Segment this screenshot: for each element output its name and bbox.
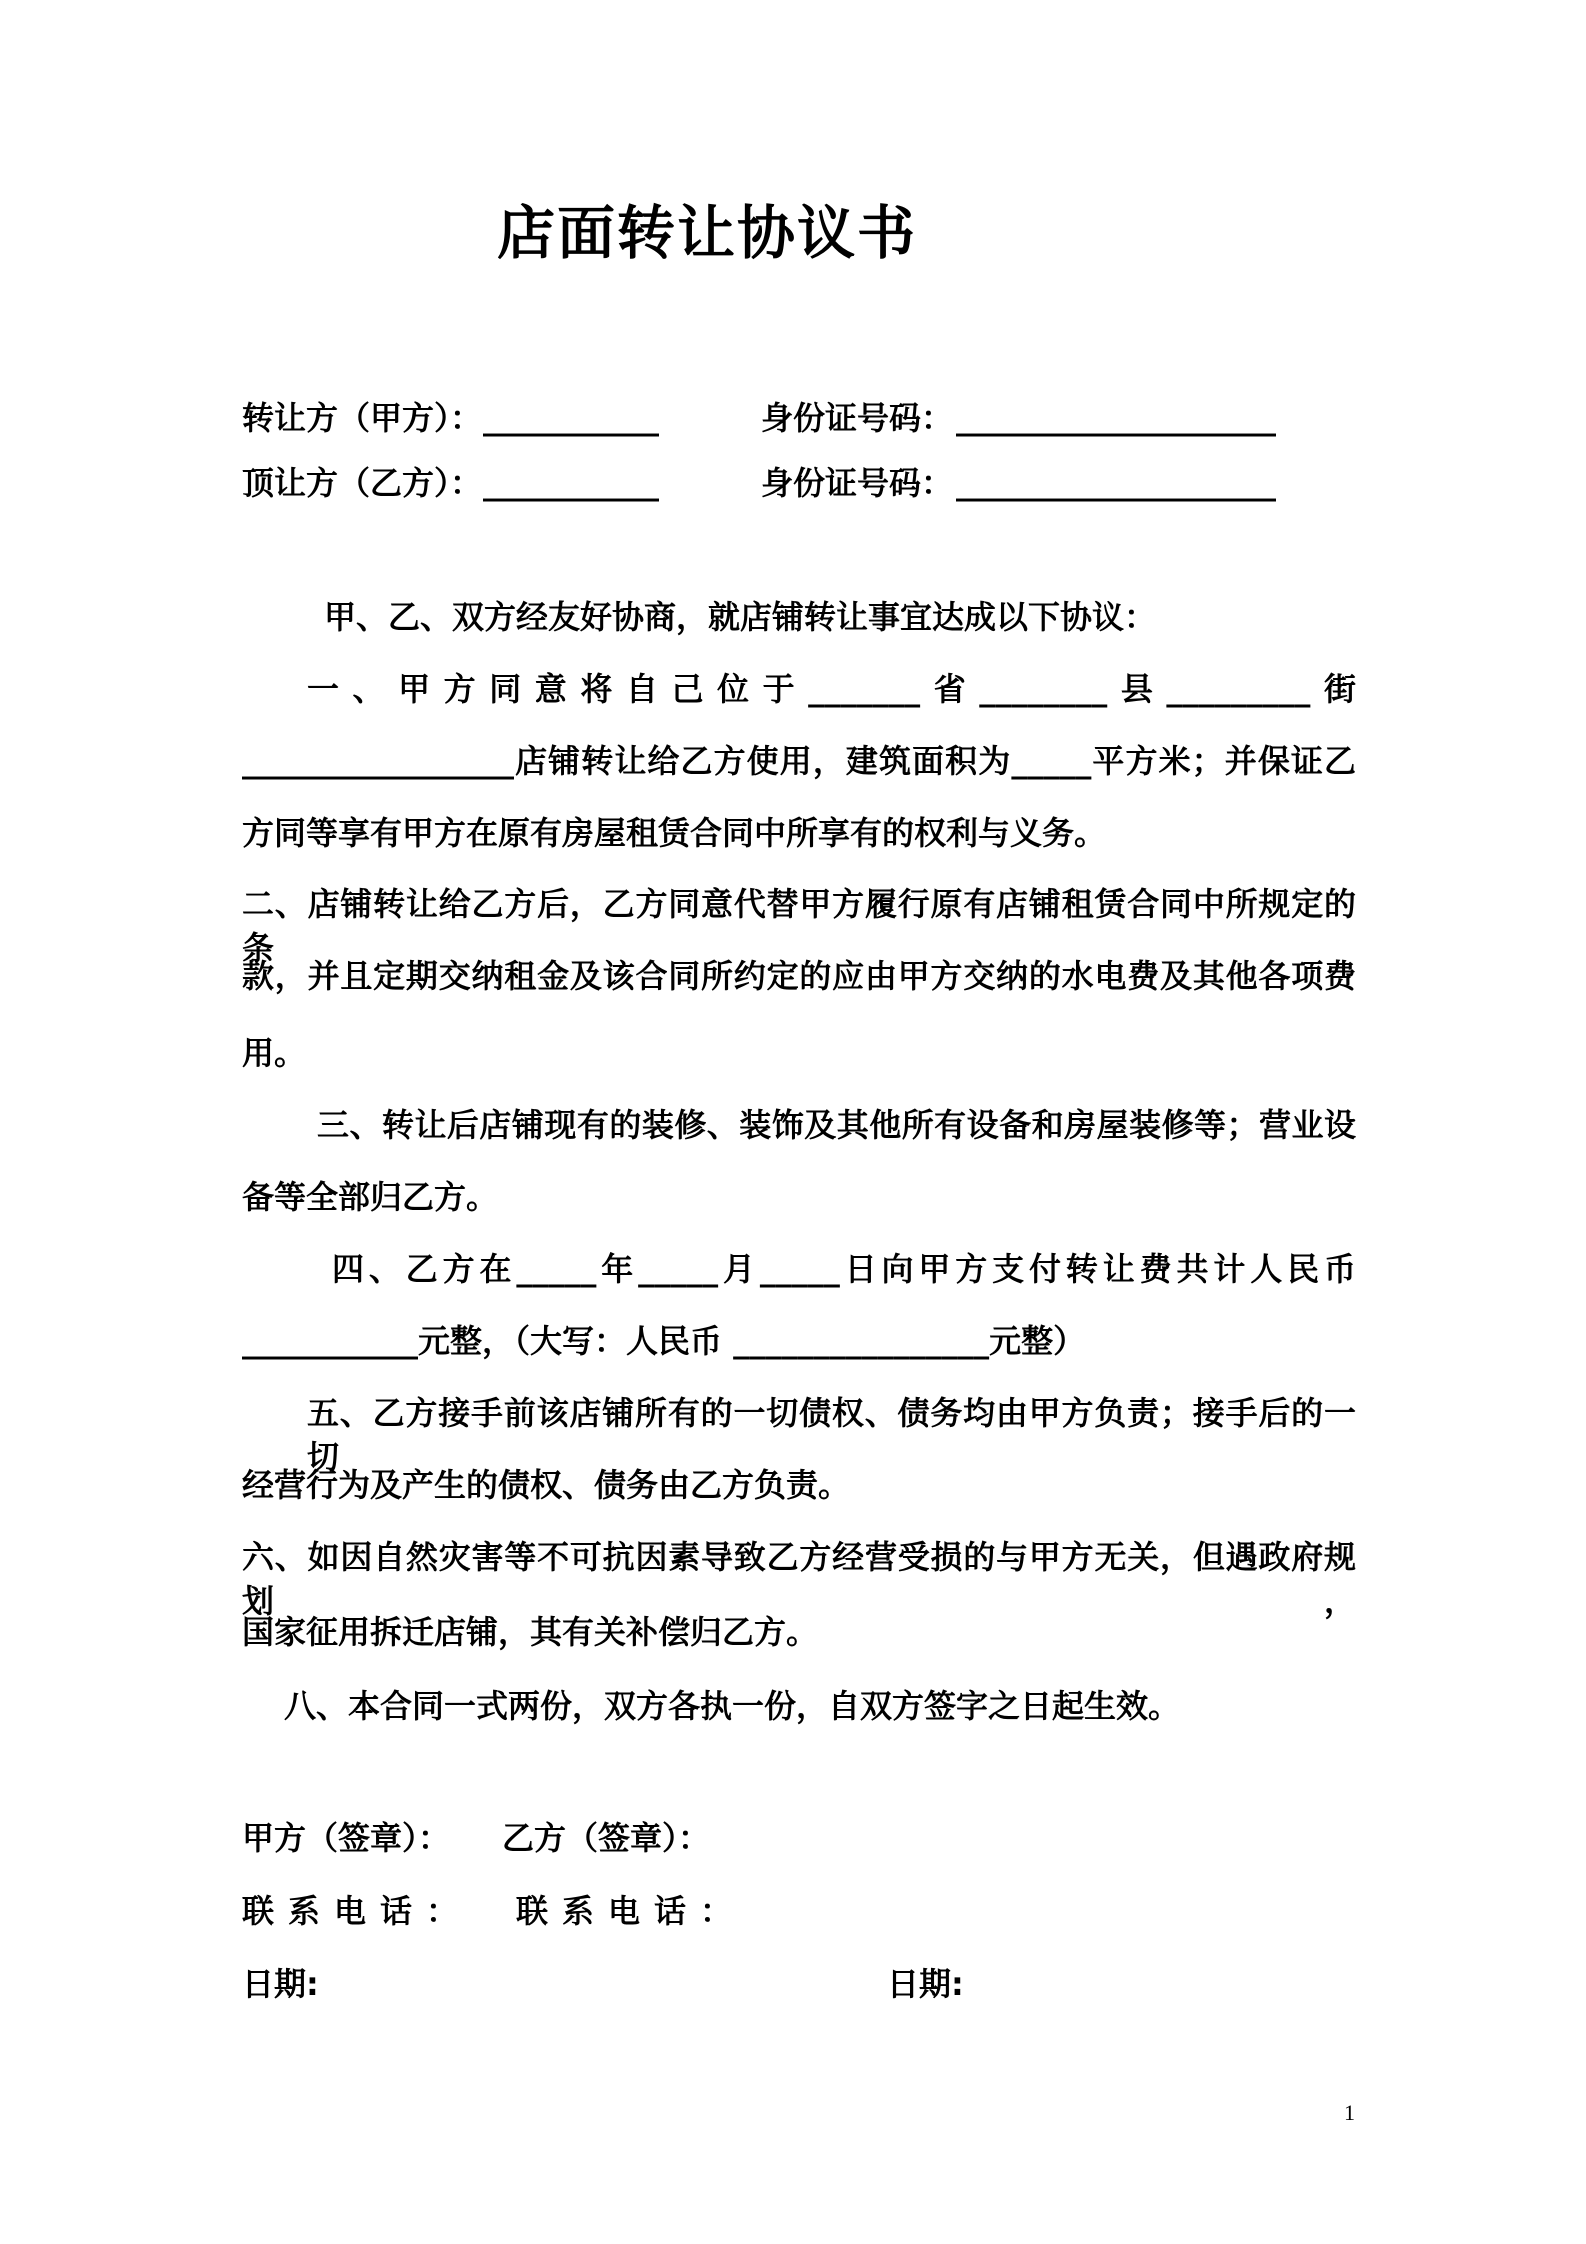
document-title: 店面转让协议书 xyxy=(496,199,917,267)
clause-1-line-1: 一、甲方同意将自己位于_______省________县_________街 xyxy=(307,670,1356,708)
party-a-signature-label: 甲方（签章）： xyxy=(242,1819,451,1857)
clause-4-line-1: 四、乙方在_____年_____月_____日向甲方支付转让费共计人民币 xyxy=(332,1250,1356,1288)
clause-4-line-2: ___________元整，（大写：人民币 ________________元整） xyxy=(242,1322,1086,1360)
clause-6-line-1: 六、如因自然灾害等不可抗因素导致乙方经营受损的与甲方无关，但遇政府规划， xyxy=(242,1538,1356,1620)
transferee-label: 顶让方（乙方）： xyxy=(242,464,483,502)
party-b-date-label: 日期: xyxy=(887,1965,964,2003)
clause-3-line-2: 备等全部归乙方。 xyxy=(242,1178,499,1216)
clause-8-line-1: 八、本合同一式两份，双方各执一份，自双方签字之日起生效。 xyxy=(284,1687,1181,1725)
party-a-date-label: 日期: xyxy=(242,1965,319,2003)
clause-2-line-3: 用。 xyxy=(242,1034,307,1072)
transferee-id-blank: ____________________ xyxy=(956,464,1276,502)
transferor-id-blank: ____________________ xyxy=(956,399,1276,437)
transferor-blank: ___________ xyxy=(483,399,659,437)
clause-1-line-2: _________________店铺转让给乙方使用，建筑面积为_____平方米；并保证乙 xyxy=(242,742,1356,780)
clause-5-line-2: 经营行为及产生的债权、债务由乙方负责。 xyxy=(242,1466,851,1504)
page-number: 1 xyxy=(1344,2100,1355,2125)
party-a-phone-label: 联系电话： xyxy=(242,1892,473,1930)
clause-2-line-2: 款，并且定期交纳租金及该合同所约定的应由甲方交纳的水电费及其他各项费 xyxy=(242,957,1356,995)
clause-2-line-1: 二、店铺转让给乙方后，乙方同意代替甲方履行原有店铺租赁合同中所规定的条 xyxy=(242,885,1356,967)
clause-3-line-1: 三、转让后店铺现有的装修、装饰及其他所有设备和房屋装修等；营业设 xyxy=(317,1106,1356,1144)
clause-6-line-2: 国家征用拆迁店铺，其有关补偿归乙方。 xyxy=(242,1613,819,1651)
transferee-blank: ___________ xyxy=(483,464,659,502)
party-b-signature-label: 乙方（签章）： xyxy=(502,1819,711,1857)
clause-1-line-3: 方同等享有甲方在原有房屋租赁合同中所享有的权利与义务。 xyxy=(242,814,1107,852)
clause-5-line-1: 五、乙方接手前该店铺所有的一切债权、债务均由甲方负责；接手后的一切 xyxy=(307,1394,1356,1476)
intro-text: 甲、乙、双方经友好协商，就店铺转让事宜达成以下协议： xyxy=(324,598,1157,636)
transferee-id-label: 身份证号码： xyxy=(761,464,954,502)
party-b-phone-label: 联系电话： xyxy=(516,1892,747,1930)
transferor-label: 转让方（甲方）： xyxy=(242,399,483,437)
transferor-id-label: 身份证号码： xyxy=(761,399,954,437)
